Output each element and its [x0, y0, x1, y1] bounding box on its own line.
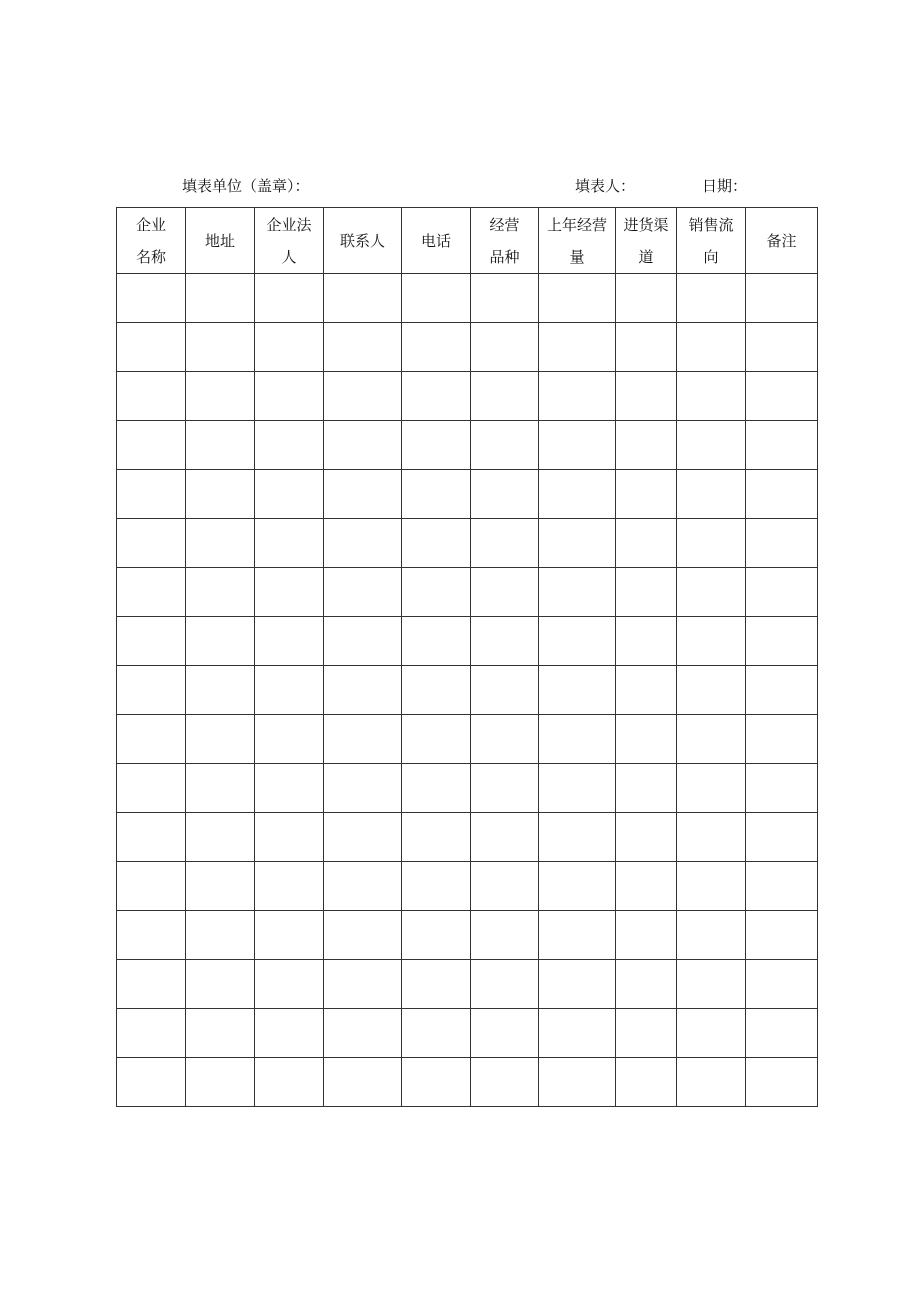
table-row — [117, 862, 818, 911]
col-products: 经营 品种 — [471, 208, 539, 274]
table-cell[interactable] — [402, 323, 471, 372]
table-cell[interactable] — [117, 323, 186, 372]
table-cell[interactable] — [402, 960, 471, 1009]
table-row — [117, 764, 818, 813]
table-cell[interactable] — [539, 470, 616, 519]
table-cell[interactable] — [186, 813, 255, 862]
table-cell[interactable] — [324, 813, 402, 862]
table-cell[interactable] — [402, 568, 471, 617]
table-cell[interactable] — [402, 715, 471, 764]
table-cell[interactable] — [324, 617, 402, 666]
table-cell[interactable] — [255, 911, 324, 960]
col-contact: 联系人 — [324, 208, 402, 274]
col-legal-person: 企业法 人 — [255, 208, 324, 274]
table-cell[interactable] — [616, 568, 677, 617]
table-cell[interactable] — [186, 617, 255, 666]
table-cell[interactable] — [471, 372, 539, 421]
table-cell[interactable] — [324, 862, 402, 911]
table-cell[interactable] — [616, 862, 677, 911]
table-cell[interactable] — [746, 470, 818, 519]
table-cell[interactable] — [746, 372, 818, 421]
table-cell[interactable] — [255, 1058, 324, 1107]
col-enterprise-name: 企业 名称 — [117, 208, 186, 274]
table-cell[interactable] — [616, 421, 677, 470]
table-cell[interactable] — [255, 617, 324, 666]
table-row — [117, 666, 818, 715]
table-body — [117, 274, 818, 1107]
table-cell[interactable] — [402, 862, 471, 911]
table-cell[interactable] — [186, 1009, 255, 1058]
table-cell[interactable] — [255, 323, 324, 372]
table-cell[interactable] — [402, 1009, 471, 1058]
table-row — [117, 960, 818, 1009]
table-cell[interactable] — [324, 323, 402, 372]
table-cell[interactable] — [117, 911, 186, 960]
table-cell[interactable] — [616, 715, 677, 764]
table-cell[interactable] — [186, 421, 255, 470]
table-cell[interactable] — [255, 666, 324, 715]
table-cell[interactable] — [186, 470, 255, 519]
table-cell[interactable] — [616, 470, 677, 519]
table-cell[interactable] — [186, 715, 255, 764]
table-cell[interactable] — [186, 519, 255, 568]
table-cell[interactable] — [402, 617, 471, 666]
table-cell[interactable] — [539, 960, 616, 1009]
table-cell[interactable] — [186, 568, 255, 617]
table-cell[interactable] — [616, 274, 677, 323]
table-cell[interactable] — [324, 764, 402, 813]
table-cell[interactable] — [186, 960, 255, 1009]
table-cell[interactable] — [402, 1058, 471, 1107]
table-cell[interactable] — [677, 617, 746, 666]
table-cell[interactable] — [186, 1058, 255, 1107]
enterprise-register-table — [116, 207, 818, 1107]
table-cell[interactable] — [471, 1058, 539, 1107]
table-cell[interactable] — [117, 862, 186, 911]
table-cell[interactable] — [539, 715, 616, 764]
table-cell[interactable] — [471, 274, 539, 323]
table-cell[interactable] — [324, 274, 402, 323]
col-phone: 电话 — [402, 208, 471, 274]
table-cell[interactable] — [616, 911, 677, 960]
table-cell[interactable] — [255, 274, 324, 323]
table-row — [117, 568, 818, 617]
table-cell[interactable] — [746, 1009, 818, 1058]
table-cell[interactable] — [402, 421, 471, 470]
table-row — [117, 323, 818, 372]
table-cell[interactable] — [117, 519, 186, 568]
table-cell[interactable] — [471, 862, 539, 911]
form-header — [0, 174, 920, 198]
table-cell[interactable] — [677, 813, 746, 862]
table-cell[interactable] — [324, 372, 402, 421]
table-cell[interactable] — [616, 764, 677, 813]
table-cell[interactable] — [539, 372, 616, 421]
table-cell[interactable] — [255, 568, 324, 617]
table-row — [117, 470, 818, 519]
table-cell[interactable] — [539, 421, 616, 470]
table-cell[interactable] — [677, 274, 746, 323]
table-cell[interactable] — [677, 323, 746, 372]
table-cell[interactable] — [117, 470, 186, 519]
table-cell[interactable] — [117, 617, 186, 666]
table-cell[interactable] — [677, 1058, 746, 1107]
table-cell[interactable] — [324, 715, 402, 764]
table-cell[interactable] — [471, 666, 539, 715]
date-label: 日期： — [702, 177, 748, 195]
table-cell[interactable] — [471, 519, 539, 568]
table-cell[interactable] — [402, 470, 471, 519]
table-cell[interactable] — [255, 421, 324, 470]
table-cell[interactable] — [539, 813, 616, 862]
table-cell[interactable] — [539, 1009, 616, 1058]
table-cell[interactable] — [186, 372, 255, 421]
table-cell[interactable] — [117, 764, 186, 813]
table-cell[interactable] — [471, 568, 539, 617]
table-cell[interactable] — [746, 666, 818, 715]
table-cell[interactable] — [186, 862, 255, 911]
table-cell[interactable] — [677, 568, 746, 617]
col-last-year-volume: 上年经营 量 — [539, 208, 616, 274]
table-cell[interactable] — [539, 274, 616, 323]
table-cell[interactable] — [471, 813, 539, 862]
table-cell[interactable] — [402, 911, 471, 960]
table-row — [117, 617, 818, 666]
table-cell[interactable] — [117, 715, 186, 764]
table-cell[interactable] — [117, 372, 186, 421]
table-row — [117, 519, 818, 568]
table-cell[interactable] — [471, 1009, 539, 1058]
table-cell[interactable] — [255, 862, 324, 911]
table-cell[interactable] — [186, 274, 255, 323]
table-cell[interactable] — [255, 519, 324, 568]
table-cell[interactable] — [539, 666, 616, 715]
table-cell[interactable] — [255, 470, 324, 519]
col-sales-flow: 销售流 向 — [677, 208, 746, 274]
table-cell[interactable] — [677, 421, 746, 470]
table-cell[interactable] — [616, 372, 677, 421]
table-cell[interactable] — [539, 617, 616, 666]
table-cell[interactable] — [677, 960, 746, 1009]
table-cell[interactable] — [677, 470, 746, 519]
table-row — [117, 911, 818, 960]
table-cell[interactable] — [539, 911, 616, 960]
table-cell[interactable] — [324, 911, 402, 960]
col-address: 地址 — [186, 208, 255, 274]
table-row — [117, 421, 818, 470]
table-cell[interactable] — [746, 323, 818, 372]
table-cell[interactable] — [186, 666, 255, 715]
table-row — [117, 274, 818, 323]
table-cell[interactable] — [471, 323, 539, 372]
table-cell[interactable] — [117, 666, 186, 715]
table-cell[interactable] — [746, 813, 818, 862]
table-cell[interactable] — [402, 666, 471, 715]
table-cell[interactable] — [539, 568, 616, 617]
table-cell[interactable] — [402, 813, 471, 862]
table-cell[interactable] — [324, 960, 402, 1009]
table-cell[interactable] — [186, 764, 255, 813]
table-cell[interactable] — [677, 715, 746, 764]
table-row — [117, 1058, 818, 1107]
table-cell[interactable] — [117, 421, 186, 470]
table-cell[interactable] — [186, 911, 255, 960]
table-cell[interactable] — [117, 813, 186, 862]
table-row — [117, 372, 818, 421]
table-cell[interactable] — [746, 617, 818, 666]
table-cell[interactable] — [402, 764, 471, 813]
table-cell[interactable] — [117, 1009, 186, 1058]
table-cell[interactable] — [616, 519, 677, 568]
col-supply-channel: 进货渠 道 — [616, 208, 677, 274]
table-cell[interactable] — [117, 1058, 186, 1107]
table-cell[interactable] — [471, 960, 539, 1009]
table-cell[interactable] — [746, 960, 818, 1009]
table-cell[interactable] — [471, 715, 539, 764]
table-cell[interactable] — [324, 470, 402, 519]
table-cell[interactable] — [324, 421, 402, 470]
table-cell[interactable] — [616, 1009, 677, 1058]
table-cell[interactable] — [539, 764, 616, 813]
table-cell[interactable] — [616, 1058, 677, 1107]
table-cell[interactable] — [539, 519, 616, 568]
table-cell[interactable] — [539, 862, 616, 911]
table-cell[interactable] — [746, 764, 818, 813]
table-cell[interactable] — [677, 911, 746, 960]
table-cell[interactable] — [746, 911, 818, 960]
table-cell[interactable] — [255, 764, 324, 813]
table-cell[interactable] — [616, 666, 677, 715]
table-cell[interactable] — [616, 813, 677, 862]
table-row — [117, 715, 818, 764]
table-cell[interactable] — [324, 1009, 402, 1058]
table-cell[interactable] — [324, 1058, 402, 1107]
table-cell[interactable] — [255, 372, 324, 421]
table-row — [117, 1009, 818, 1058]
table-cell[interactable] — [471, 617, 539, 666]
table-cell[interactable] — [746, 421, 818, 470]
table-cell[interactable] — [255, 1009, 324, 1058]
table-cell[interactable] — [255, 715, 324, 764]
table-cell[interactable] — [324, 666, 402, 715]
table-cell[interactable] — [471, 470, 539, 519]
table-cell[interactable] — [677, 862, 746, 911]
table-cell[interactable] — [117, 274, 186, 323]
col-remarks: 备注 — [746, 208, 818, 274]
table-cell[interactable] — [746, 1058, 818, 1107]
table-cell[interactable] — [746, 274, 818, 323]
table-cell[interactable] — [471, 421, 539, 470]
table-cell[interactable] — [117, 568, 186, 617]
table-cell[interactable] — [186, 323, 255, 372]
header-row — [117, 208, 818, 274]
table-cell[interactable] — [616, 323, 677, 372]
table-cell[interactable] — [746, 568, 818, 617]
table-cell[interactable] — [471, 911, 539, 960]
table-cell[interactable] — [677, 372, 746, 421]
table-cell[interactable] — [324, 568, 402, 617]
table-cell[interactable] — [539, 323, 616, 372]
fill-unit-label: 填表单位（盖章）： — [182, 177, 310, 195]
table-cell[interactable] — [402, 274, 471, 323]
table-cell[interactable] — [677, 666, 746, 715]
table-cell[interactable] — [616, 617, 677, 666]
table-cell[interactable] — [677, 1009, 746, 1058]
table-cell[interactable] — [539, 1058, 616, 1107]
table-cell[interactable] — [255, 813, 324, 862]
table-cell[interactable] — [471, 764, 539, 813]
table-cell[interactable] — [616, 960, 677, 1009]
table-cell[interactable] — [255, 960, 324, 1009]
table-cell[interactable] — [677, 519, 746, 568]
table-cell[interactable] — [746, 519, 818, 568]
filler-label: 填表人： — [575, 177, 636, 195]
table-cell[interactable] — [746, 715, 818, 764]
table-cell[interactable] — [402, 372, 471, 421]
table-cell[interactable] — [402, 519, 471, 568]
table-row — [117, 813, 818, 862]
table-cell[interactable] — [324, 519, 402, 568]
table-cell[interactable] — [117, 960, 186, 1009]
table-cell[interactable] — [677, 764, 746, 813]
table-cell[interactable] — [746, 862, 818, 911]
